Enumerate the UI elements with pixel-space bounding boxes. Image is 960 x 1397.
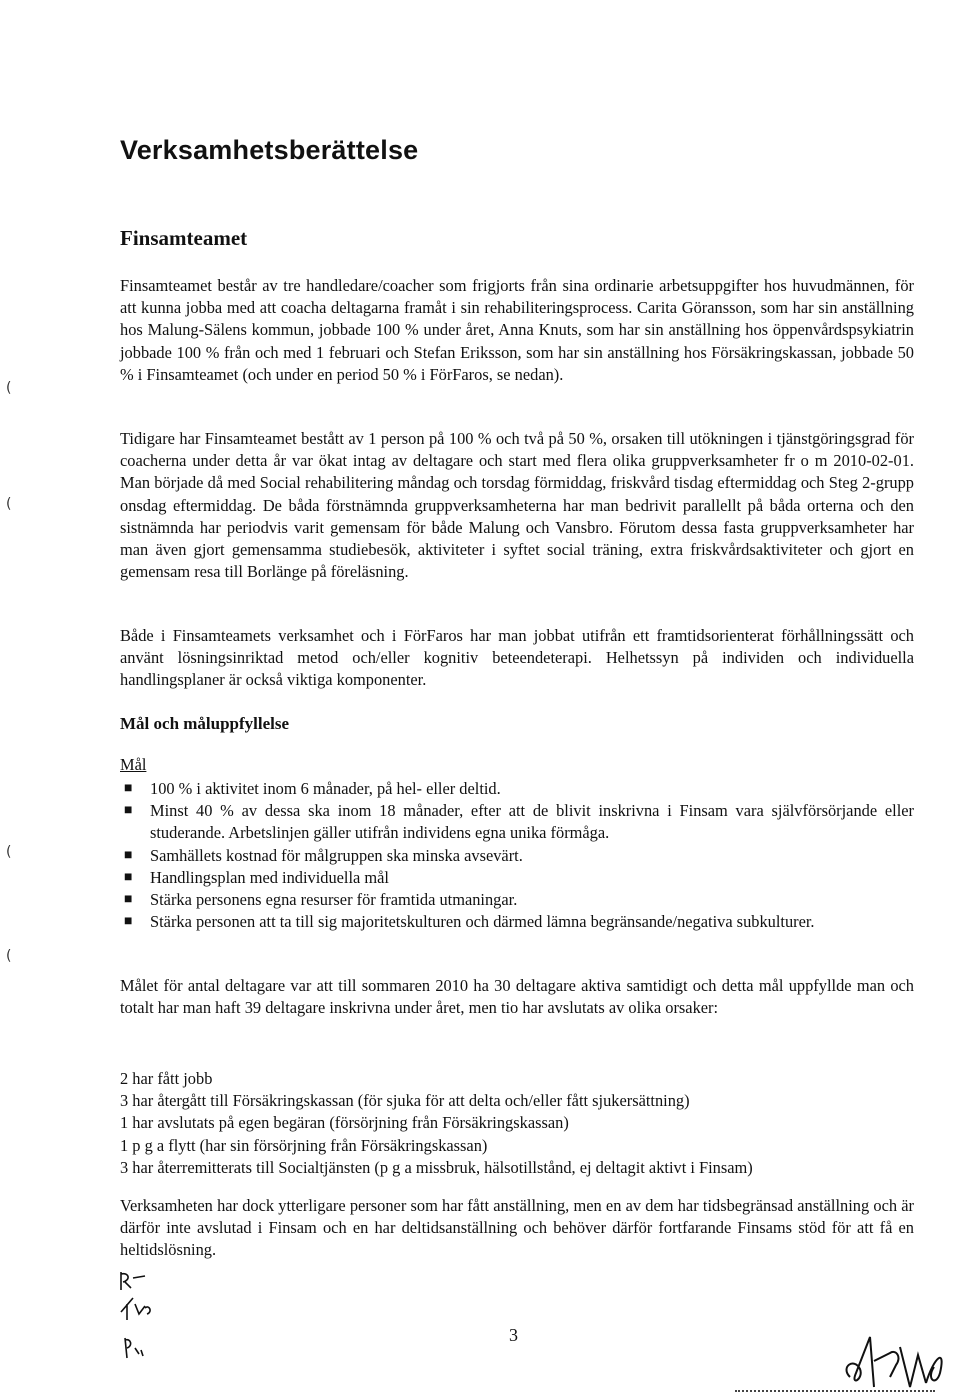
list-item — [120, 889, 914, 911]
list-item: 3 har återgått till Försäkringskassan (för sjuka för att delta och/eller fått sjukersättning) — [120, 1091, 690, 1111]
goal-text: Minst 40 % av dessa ska inom 18 månader, efter att de blivit inskrivna i Finsam vara självförsörjande eller studerande. Arbetslinjen gäller utifrån individens egna unika förmåga. — [150, 801, 914, 843]
list-item — [120, 800, 914, 844]
goal-text: Samhällets kostnad för målgruppen ska minska avsevärt. — [150, 845, 523, 865]
bullet-icon: ■ — [124, 847, 133, 863]
margin-mark: ( — [6, 948, 12, 964]
margin-mark: ( — [6, 496, 12, 512]
intro-paragraph: Finsamteamet består av tre handledare/coacher som frigjorts från sina ordinarie arbetsuppgifter hos huvudmännen, för att kunna jobba med att coacha deltagarna framåt i sin rehabiliteringsprocess. Carita Göransson, som har sin anställning hos Malung-Sälens kommun, jobbade 100 % under året, Anna Knuts, som har sin anställning hos öppenvårdspsykiatrin jobbade 100 % från och med 1 februari och Stefan Eriksson, som har sin anställning hos Försäkringskassan, jobbade 50 % i Finsamteamet (och under en period 50 % i FörFaros, se nedan). — [120, 276, 914, 384]
bullet-icon: ■ — [124, 803, 133, 819]
list-item: 1 har avslutats på egen begäran (försörjning från Försäkringskassan) — [120, 1113, 569, 1133]
list-item — [120, 778, 914, 800]
goal-text: Stärka personens egna resurser för framtida utmaningar. — [150, 890, 518, 910]
signature-dotted-line — [735, 1390, 935, 1392]
page-number: 3 — [509, 1325, 518, 1345]
section-heading: Finsamteamet — [120, 226, 248, 250]
goals-heading: Mål och måluppfyllelse — [120, 714, 290, 733]
goals-subheading: Mål — [120, 755, 147, 774]
reasons-list — [120, 1068, 914, 1179]
list-item — [120, 845, 914, 867]
document-title: Verksamhetsberättelse — [120, 135, 419, 165]
method-paragraph: Både i Finsamteamets verksamhet och i FörFaros har man jobbat utifrån ett framtidsorienterat förhållningssätt och använt lösningsinriktad metod och/eller kognitiv beteendeterapi. Helhetssyn på individen och individuella handlingsplaner är också viktiga komponenter. — [120, 626, 914, 690]
handwritten-initials — [115, 1268, 165, 1368]
goals-list — [120, 778, 914, 933]
closing-paragraph: Verksamheten har dock ytterligare personer som har fått anställning, men en av dem har tidsbegränsad anställning och är därför inte avslutad i Finsam och en har deltidsanställning och behöver därför fortfarande Finsams stöd för att få en heltidslösning. — [120, 1196, 914, 1260]
margin-mark: ( — [6, 380, 12, 396]
goal-text: Stärka personen att ta till sig majoritetskulturen och därmed lämna begränsande/negativa subkulturer. — [150, 912, 815, 932]
target-paragraph: Målet för antal deltagare var att till sommaren 2010 ha 30 deltagare aktiva samtidigt och detta mål uppfyllde man och totalt har man haft 39 deltagare inskrivna under året, men tio har avslutats av olika orsaker: — [120, 976, 914, 1018]
list-item: 3 har återremitterats till Socialtjänsten (p g a missbruk, hälsotillstånd, ej deltagit aktivt i Finsam) — [120, 1157, 753, 1177]
goal-text: Handlingsplan med individuella mål — [150, 867, 389, 887]
goal-text: 100 % i aktivitet inom 6 månader, på hel- eller deltid. — [150, 779, 501, 798]
list-item — [120, 911, 914, 933]
history-paragraph: Tidigare har Finsamteamet bestått av 1 person på 100 % och två på 50 %, orsaken till utökningen i tjänstgöringsgrad för coacherna under detta år var ökat intag av deltagare och start med flera olika gruppverksamheter fr o m 2010-02-01. Man började då med Social rehabilitering måndag och torsdag förmiddag, friskvård tisdag eftermiddag och Steg 2-grupp onsdag eftermiddag. De båda förstnämnda gruppverksamheterna har man bedrivit parallellt på båda orterna och den sistnämnda har periodvis varit gemensam för både Malung och Vansbro. Förutom dessa fasta gruppverksamheter har man även gjort gemensamma studiebesök, aktiviteter i syftet social träning, extra friskvårdsaktiviteter och gjort en gemensam resa till Borlänge på föreläsning. — [120, 429, 914, 582]
margin-mark: ( — [6, 844, 12, 860]
list-item: 1 p g a flytt (har sin försörjning från Försäkringskassan) — [120, 1135, 488, 1155]
bullet-icon: ■ — [124, 914, 133, 930]
list-item — [120, 867, 914, 889]
bullet-icon: ■ — [124, 892, 133, 908]
list-item: 2 har fått jobb — [120, 1069, 213, 1088]
signature-image — [830, 1317, 960, 1397]
bullet-icon: ■ — [124, 781, 133, 796]
bullet-icon: ■ — [124, 869, 133, 885]
